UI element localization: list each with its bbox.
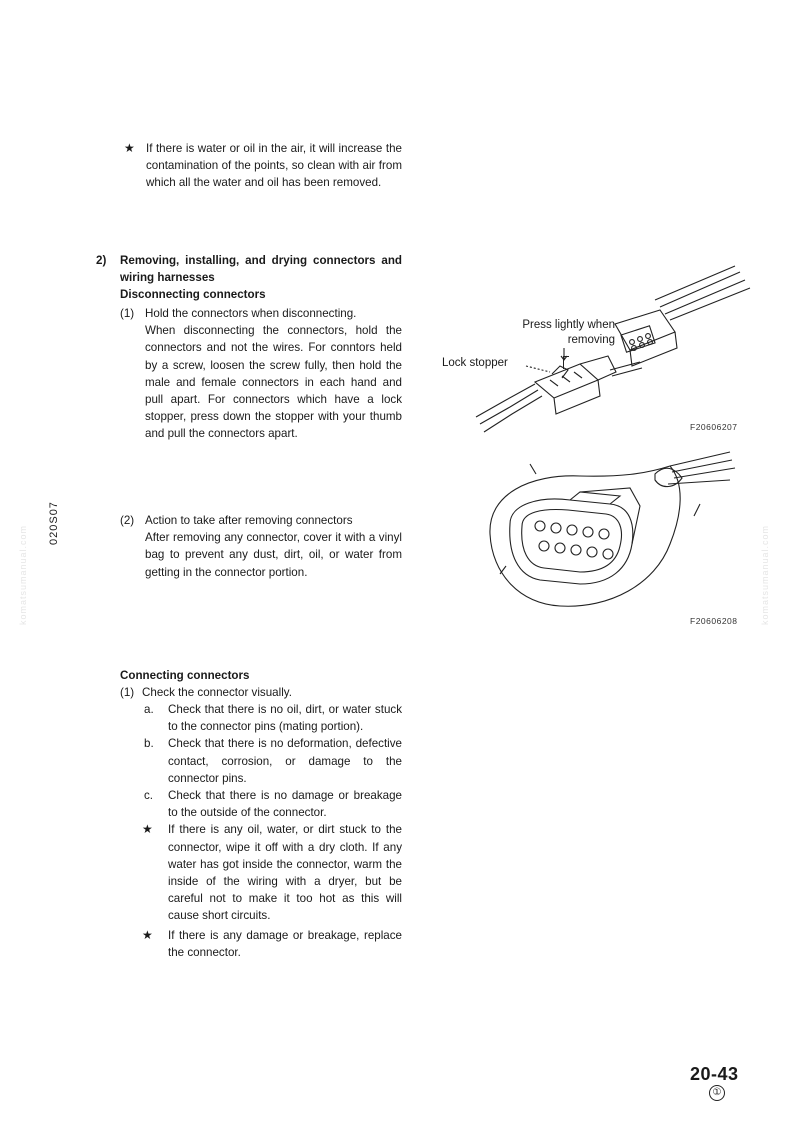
- section-title: Removing, installing, and drying connectors and wiring harnesses: [120, 254, 402, 285]
- list-text: Check that there is no damage or breakage to the outside of the connector.: [168, 789, 402, 820]
- step-title: Check the connector visually.: [142, 686, 292, 699]
- callout-lock-stopper: Lock stopper: [442, 357, 508, 369]
- list-text: Check that there is no oil, dirt, or water stuck to the connector pins (mating portion).: [168, 703, 402, 734]
- connecting-heading: Connecting connectors: [120, 669, 250, 682]
- step-title: Action to take after removing connectors: [145, 514, 353, 527]
- star-icon: ★: [142, 927, 153, 942]
- figure1-label: F20606207: [690, 422, 738, 432]
- list-letter: a.: [144, 703, 154, 716]
- star-icon: ★: [142, 822, 153, 837]
- figure-connector-lock-stopper: [440, 262, 760, 442]
- disconnect-step-2: [120, 512, 402, 581]
- watermark-left: komatsumanual.com: [18, 524, 28, 625]
- list-item: [144, 735, 402, 787]
- margin-section-code: 020S07: [48, 501, 60, 545]
- step-title: Hold the connectors when disconnecting.: [145, 307, 357, 320]
- intro-note: [124, 140, 402, 192]
- intro-note-text: If there is water or oil in the air, it will increase the contamination of the points, so clean with air from which all the water and oil has been removed.: [146, 142, 402, 190]
- disconnect-heading: Disconnecting connectors: [120, 288, 266, 302]
- page-number: 20-43: [690, 1064, 739, 1084]
- step-body: When disconnecting the connectors, hold the connectors and not the wires. For conntors held by a screw, loosen the screw fully, then hold the male and female connectors in each hand and pull apart. For connectors which have a lock stopper, press down the stopper with your thumb and pull the connectors apart.: [145, 324, 402, 441]
- note-text: If there is any oil, water, or dirt stuck to the connector, wipe it off with a dry cloth. If any water has got inside the connector, warm the inside of the wiring with a dryer, but be careful not to make it too hot as this will cause short circuits.: [168, 823, 402, 923]
- list-item: [144, 701, 402, 735]
- star-icon: ★: [124, 141, 135, 155]
- step-number: (1): [120, 307, 135, 320]
- callout-press-lightly: Press lightly when removing: [522, 319, 615, 346]
- note-text: If there is any damage or breakage, replace the connector.: [168, 928, 402, 959]
- figure-connector-vinyl-bag: [470, 444, 760, 624]
- watermark-right: komatsumanual.com: [760, 524, 770, 625]
- step-number: (1): [120, 686, 135, 699]
- step-body: After removing any connector, cover it with a vinyl bag to prevent any dust, dirt, oil, or water from getting in the connector portion.: [145, 531, 402, 579]
- list-letter: b.: [144, 737, 154, 751]
- list-item: [144, 787, 402, 821]
- note-damage: [144, 927, 402, 961]
- stopper-bracket-mark: [563, 356, 569, 369]
- step-number: (2): [120, 514, 135, 527]
- check-list: [144, 701, 402, 961]
- note-oil-water: [144, 821, 402, 924]
- list-text: Check that there is no deformation, defective contact, corrosion, or damage to the connector pins.: [168, 737, 402, 785]
- revision-mark: ①: [709, 1085, 725, 1101]
- section-heading: [96, 252, 402, 304]
- disconnect-step-1: [120, 305, 402, 443]
- figure2-label: F20606208: [690, 616, 738, 626]
- section-number: 2): [96, 254, 107, 267]
- list-letter: c.: [144, 789, 154, 803]
- connect-step-1: [120, 684, 402, 701]
